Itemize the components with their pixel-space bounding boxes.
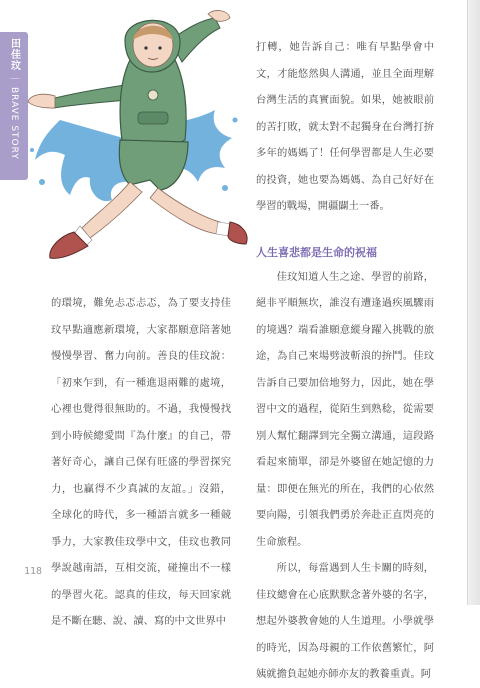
left-paragraph: 的環境，難免忐忑忐忑，為了要支持佳玟早點適應新環境，大家都願意陪著她慢慢學習、奮力向前。善良的佳玟說：「初來乍到，有一種進退兩難的處境，心裡也覺得很無助的。不過，我慢慢找到小時候總愛問『為什麼』的自己，帶著好奇心，讓自己保有旺盛的學習探究力，也贏得不少真誠的友誼。」沒錯，全球化的時代，多一種語言就多一種競爭力，大家教佳玟學中文，佳玟也教同學說越南語，互相交流，碰撞出不一樣的學習火花。認真的佳玟，每天回家就是不斷在聽、說、讀、寫的中文世界中 xyxy=(51,297,231,627)
page-number: 118 xyxy=(24,566,43,577)
side-tab-english: BRAVE STORY xyxy=(9,87,19,160)
right-paragraph-1: 打轉，她告訴自己：唯有早點學會中文，才能悠然與人溝通，並且全面理解台灣生活的真實面貌。如果，她被眼前的苦打敗，就太對不起獨身在台灣打拚多年的媽媽了！任何學習都是人生必要的投資，她也要為媽媽、為自己好好在學習的戰場，開疆闢土一番。 xyxy=(256,41,434,212)
left-text-column xyxy=(51,290,231,635)
section-title: 人生喜悲都是生命的祝福 xyxy=(256,245,377,259)
right-paragraph-3: 所以，每當遇到人生卡關的時刻，佳玟總會在心底默默念著外婆的名字，想起外婆教會她的人生道理。小學就學的時光，因為母親的工作依舊繁忙，阿姨就擔負起她亦師亦友的教養重責。阿 xyxy=(256,562,434,680)
side-tab-name: 田佳玟 xyxy=(8,38,20,71)
right-text-column xyxy=(256,34,434,688)
right-paragraph-2: 佳玟知道人生之途、學習的前路，絕非平順無坎，誰沒有遭逢過疾風驟雨的境遇？端看誰願意縱身躍入挑戰的旅途，為自己來場劈波斬浪的拚鬥。佳玟告訴自己要加倍地努力，因此，她在學習中文的過程，從陌生到熟稔，從需要別人幫忙翻譯到完全獨立溝通，這段路看起來簡單，卻是外婆留在她記憶的力量：即便在無光的所在，我們的心依然要向陽，引領我們勇於奔赴正直閃亮的生命旅程。 xyxy=(256,270,434,548)
side-tab-separator: ｜ xyxy=(8,74,19,84)
jumping-girl-illustration xyxy=(20,0,250,290)
page-edge xyxy=(467,0,480,605)
